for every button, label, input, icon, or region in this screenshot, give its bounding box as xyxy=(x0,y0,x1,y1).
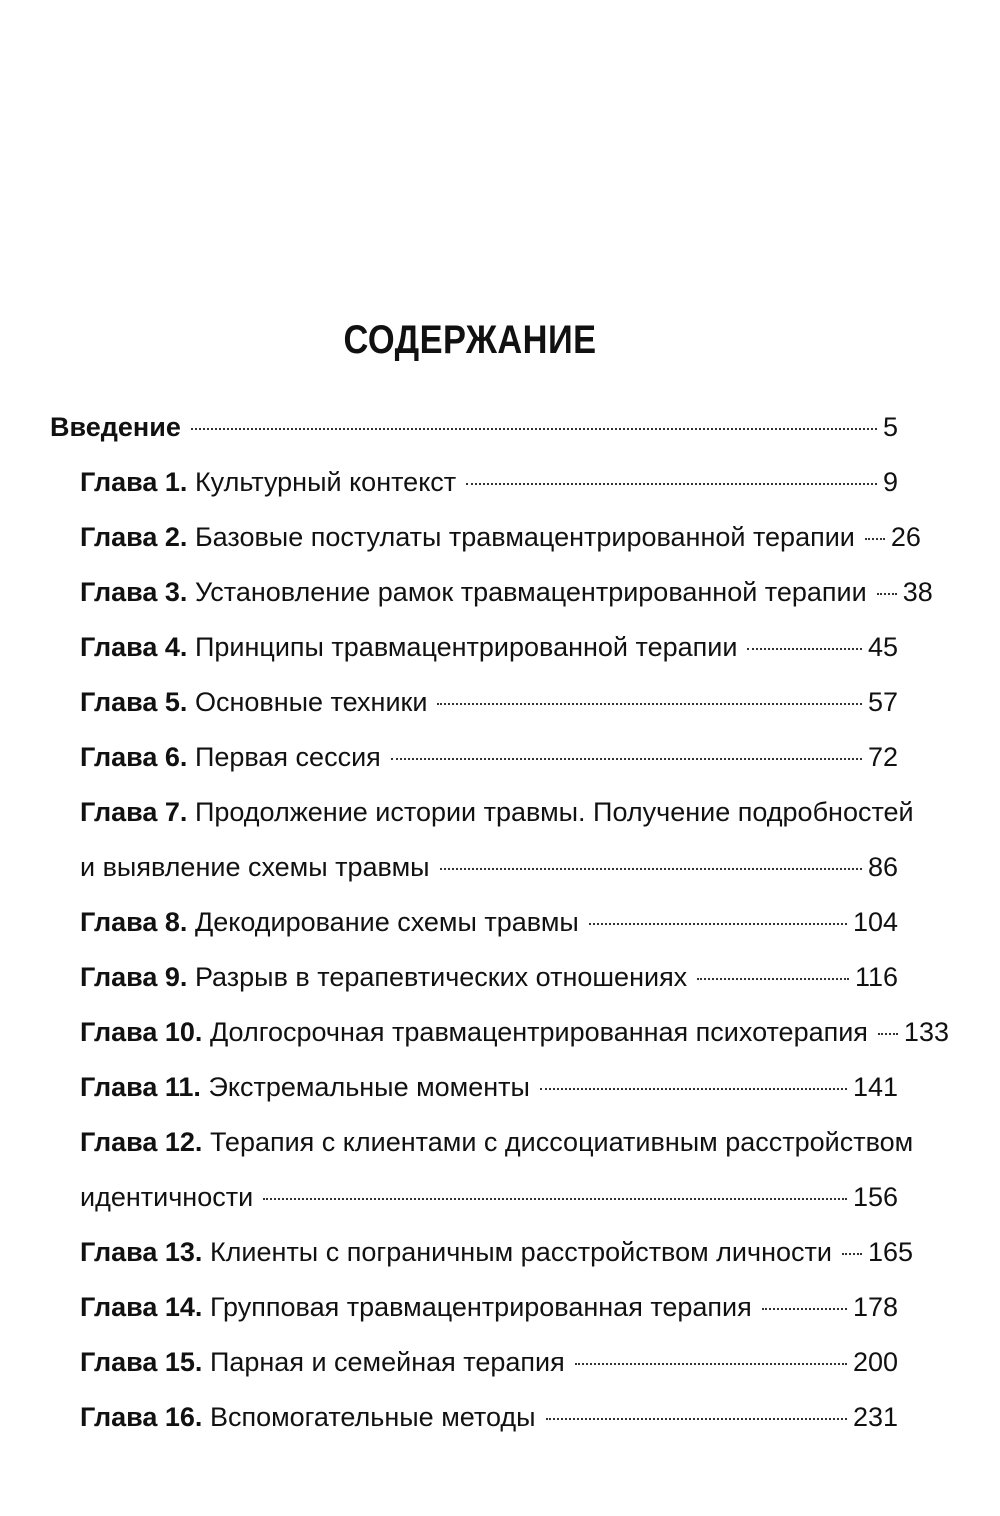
toc-page-number: 26 xyxy=(890,522,921,552)
chapter-prefix: Глава 7. xyxy=(80,797,188,827)
toc-entry-chapter-14[interactable] xyxy=(50,1280,898,1335)
chapter-prefix: Глава 14. xyxy=(80,1292,203,1322)
toc-page-number: 231 xyxy=(852,1402,898,1432)
dot-leader xyxy=(437,703,862,705)
toc-entry-chapter-10[interactable] xyxy=(50,1005,949,1060)
chapter-title: Групповая травмацентрированная терапия xyxy=(209,1292,752,1322)
chapter-prefix: Глава 16. xyxy=(80,1402,203,1432)
toc-page-number: 133 xyxy=(903,1017,949,1047)
dot-leader xyxy=(540,1088,847,1090)
toc-entry-chapter-13[interactable] xyxy=(50,1225,914,1280)
chapter-prefix: Глава 9. xyxy=(80,962,188,992)
chapter-title: Долгосрочная травмацентрированная психотерапия xyxy=(209,1017,868,1047)
dot-leader xyxy=(191,428,877,430)
toc-entry-chapter-7[interactable] xyxy=(50,785,914,895)
toc-entry-chapter-16[interactable] xyxy=(50,1390,898,1445)
table-of-contents xyxy=(50,400,949,1445)
toc-entry-chapter-3[interactable] xyxy=(50,565,933,620)
toc-page-number: 86 xyxy=(867,852,898,882)
toc-entry-chapter-2[interactable] xyxy=(50,510,921,565)
chapter-title: Парная и семейная терапия xyxy=(209,1347,565,1377)
chapter-prefix: Глава 4. xyxy=(80,632,188,662)
dot-leader xyxy=(747,648,862,650)
toc-entry-chapter-5[interactable] xyxy=(50,675,898,730)
dot-leader xyxy=(842,1253,862,1255)
chapter-title: Принципы травмацентрированной терапии xyxy=(194,632,738,662)
toc-page-number: 5 xyxy=(882,412,898,442)
chapter-prefix: Глава 6. xyxy=(80,742,188,772)
page-title: СОДЕРЖАНИЕ xyxy=(343,318,597,362)
chapter-prefix: Глава 5. xyxy=(80,687,188,717)
chapter-prefix: Глава 1. xyxy=(80,467,188,497)
chapter-title: Первая сессия xyxy=(194,742,381,772)
toc-page-number: 200 xyxy=(852,1347,898,1377)
toc-page-number: 9 xyxy=(882,467,898,497)
dot-leader xyxy=(575,1363,847,1365)
dot-leader xyxy=(546,1418,847,1420)
toc-entry-chapter-8[interactable] xyxy=(50,895,898,950)
toc-entry-chapter-15[interactable] xyxy=(50,1335,898,1390)
toc-entry-chapter-6[interactable] xyxy=(50,730,898,785)
chapter-prefix: Глава 13. xyxy=(80,1237,203,1267)
chapter-title: Вспомогательные методы xyxy=(209,1402,536,1432)
chapter-prefix: Глава 3. xyxy=(80,577,188,607)
toc-page-number: 178 xyxy=(852,1292,898,1322)
chapter-title-line-1: Терапия с клиентами с диссоциативным расстройством xyxy=(209,1127,914,1157)
chapter-prefix: Глава 15. xyxy=(80,1347,203,1377)
toc-entry-chapter-1[interactable] xyxy=(50,455,898,510)
chapter-title-line-2: идентичности xyxy=(80,1182,254,1212)
dot-leader xyxy=(762,1308,847,1310)
toc-page-number: 38 xyxy=(902,577,933,607)
toc-page-number: 116 xyxy=(854,962,898,992)
toc-page-number: 141 xyxy=(852,1072,898,1102)
chapter-title-line-1: Продолжение истории травмы. Получение подробностей xyxy=(194,797,914,827)
dot-leader xyxy=(263,1198,847,1200)
chapter-title: Культурный контекст xyxy=(194,467,457,497)
toc-entry-chapter-9[interactable] xyxy=(50,950,898,1005)
toc-page-number: 57 xyxy=(867,687,898,717)
chapter-title: Основные техники xyxy=(194,687,428,717)
dot-leader xyxy=(877,593,897,595)
dot-leader xyxy=(466,483,877,485)
chapter-prefix: Глава 10. xyxy=(80,1017,203,1047)
toc-page-number: 165 xyxy=(867,1237,914,1267)
chapter-title-line-2: и выявление схемы травмы xyxy=(80,852,430,882)
chapter-title: Экстремальные моменты xyxy=(208,1072,530,1102)
chapter-prefix: Глава 2. xyxy=(80,522,188,552)
chapter-title: Клиенты с пограничным расстройством личности xyxy=(209,1237,832,1267)
chapter-prefix: Глава 11. xyxy=(80,1072,201,1102)
toc-entry-chapter-12[interactable] xyxy=(50,1115,914,1225)
toc-page-number: 45 xyxy=(867,632,898,662)
dot-leader xyxy=(440,868,862,870)
dot-leader xyxy=(391,758,862,760)
dot-leader xyxy=(589,923,847,925)
toc-entry-chapter-11[interactable] xyxy=(50,1060,898,1115)
toc-entry-chapter-4[interactable] xyxy=(50,620,898,675)
toc-page-number: 104 xyxy=(852,907,898,937)
chapter-title: Установление рамок травмацентрированной терапии xyxy=(194,577,867,607)
chapter-prefix: Глава 12. xyxy=(80,1127,203,1157)
toc-entry-label: Введение xyxy=(50,412,181,442)
chapter-title: Декодирование схемы травмы xyxy=(194,907,579,937)
toc-page-number: 72 xyxy=(867,742,898,772)
chapter-prefix: Глава 8. xyxy=(80,907,188,937)
chapter-title: Базовые постулаты травмацентрированной терапии xyxy=(194,522,855,552)
dot-leader xyxy=(878,1033,898,1035)
toc-entry-intro[interactable] xyxy=(50,400,898,455)
chapter-title: Разрыв в терапевтических отношениях xyxy=(194,962,688,992)
toc-page-number: 156 xyxy=(852,1182,898,1212)
dot-leader xyxy=(865,538,885,540)
dot-leader xyxy=(697,978,849,980)
